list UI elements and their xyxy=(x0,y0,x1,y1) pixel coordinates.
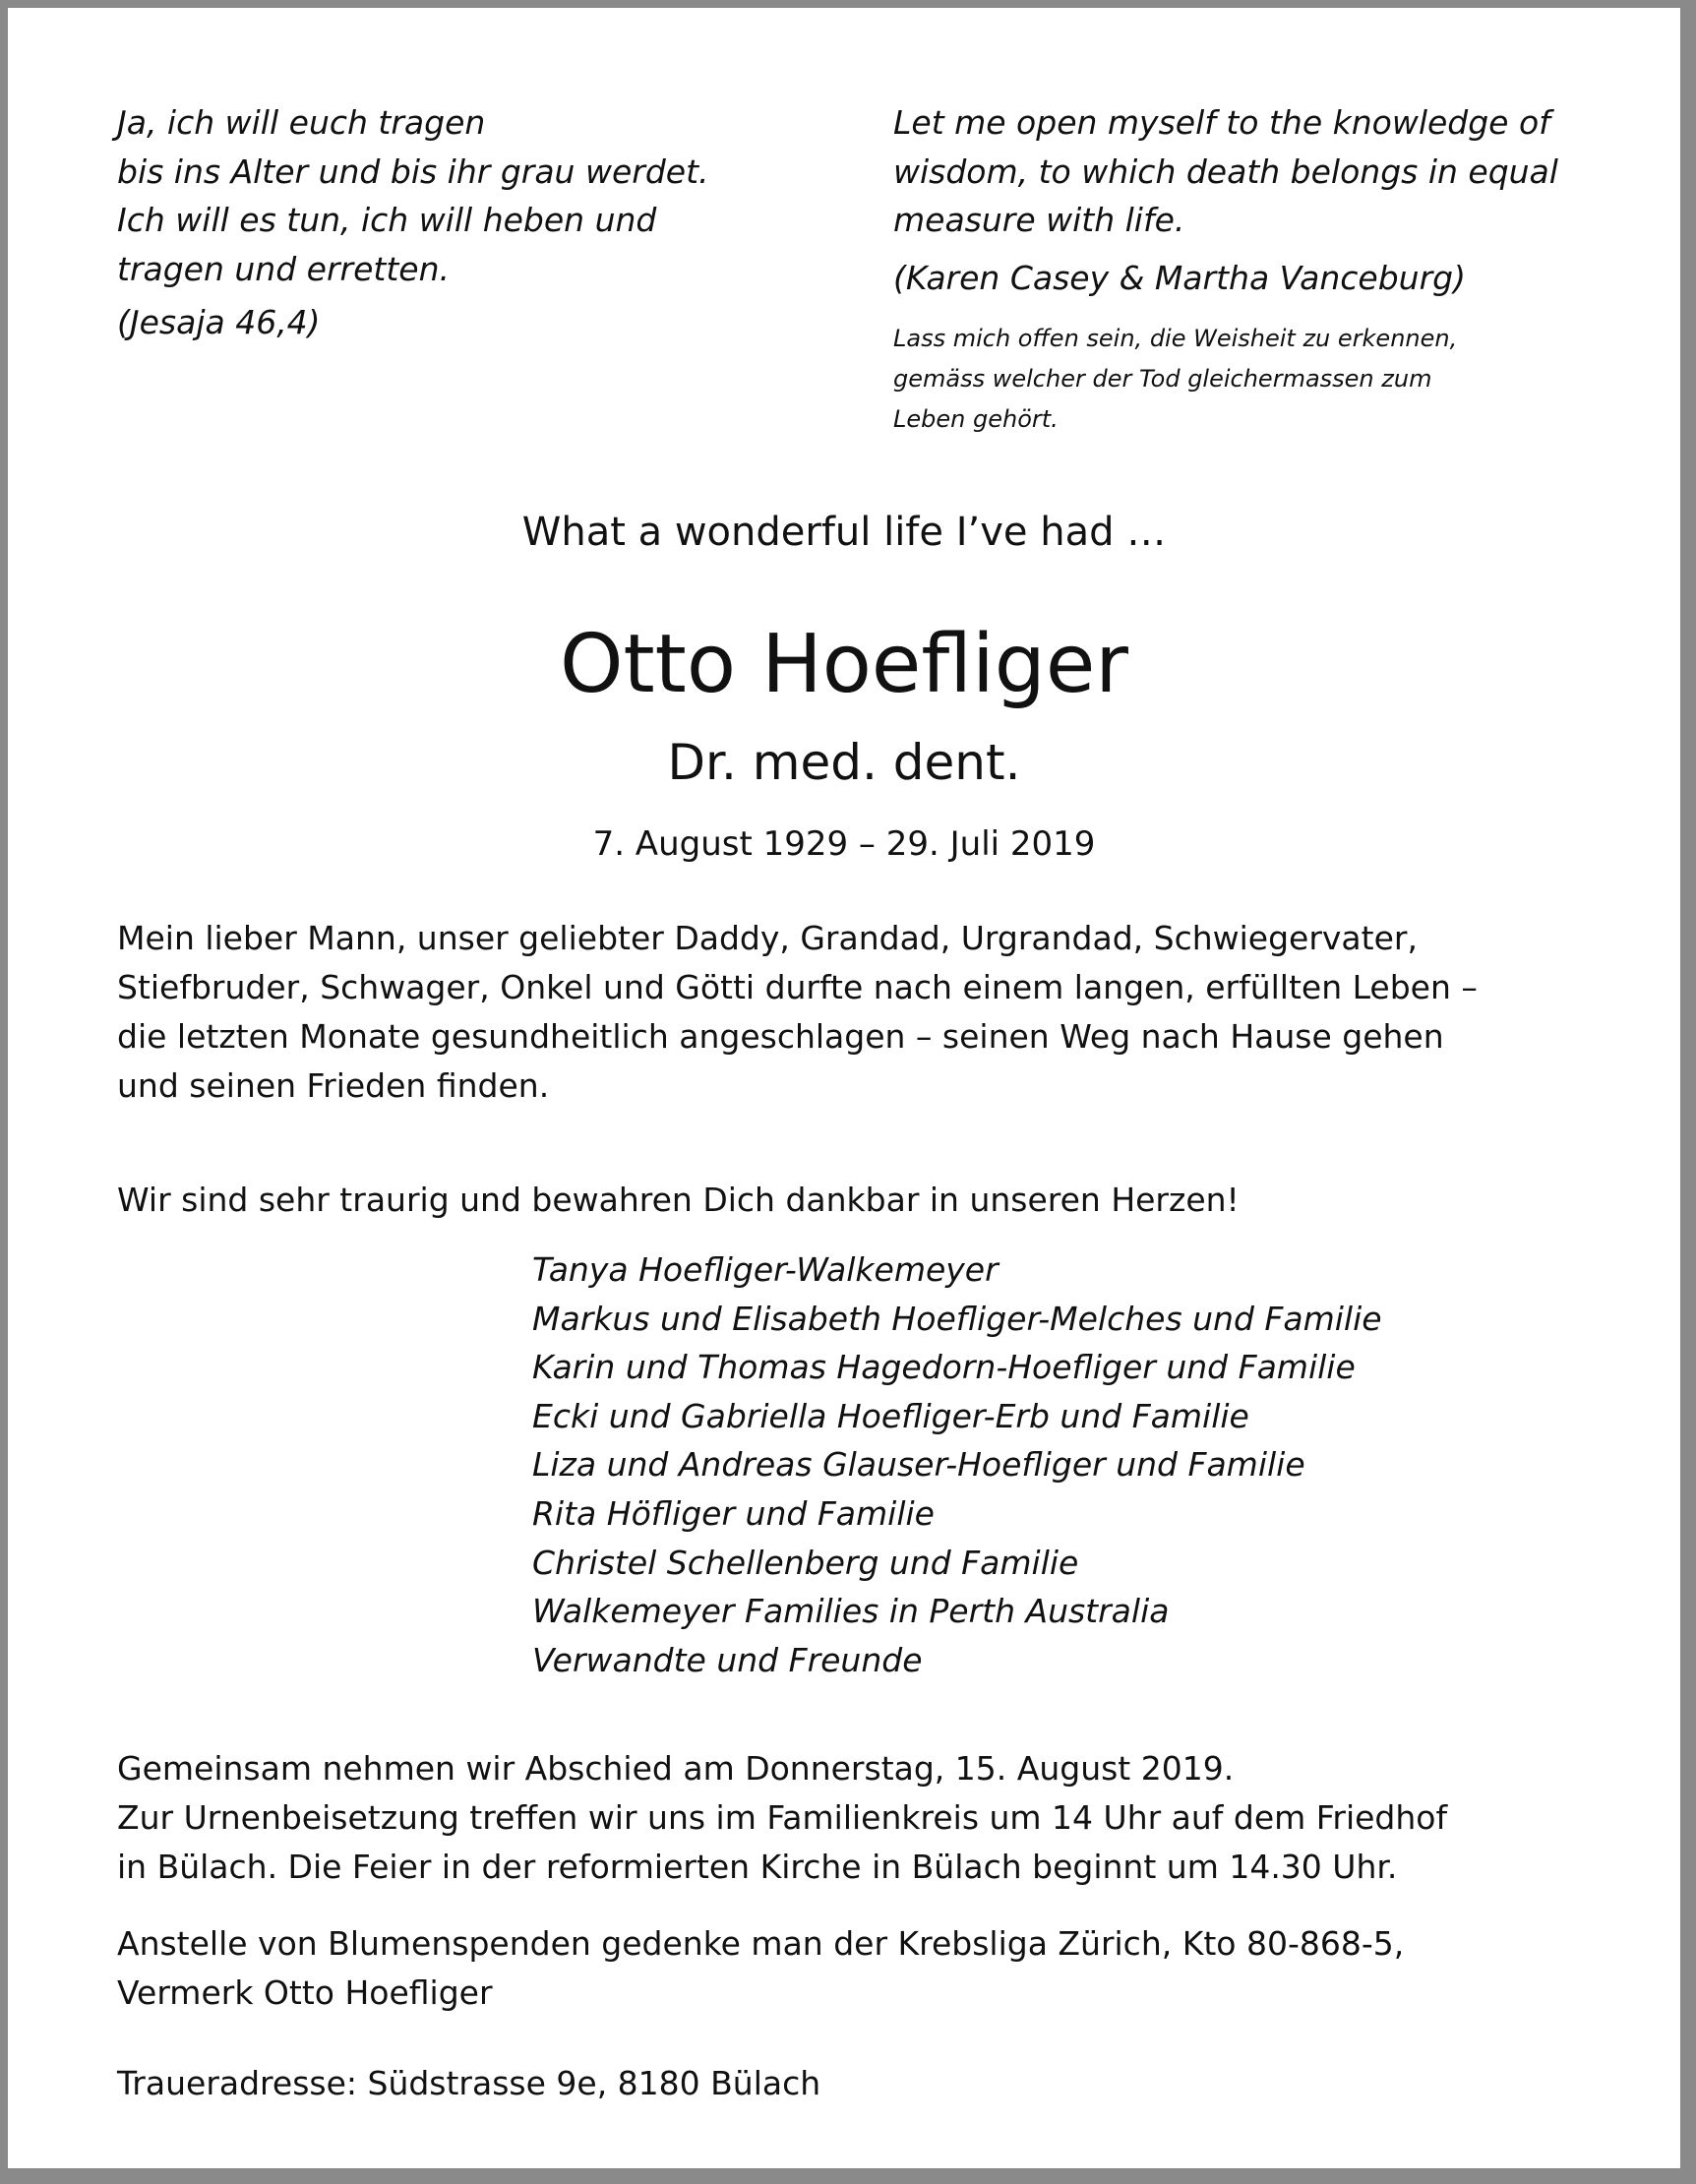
translation-line: gemäss welcher der Tod gleichermassen zum xyxy=(893,365,1432,393)
deceased-name: Otto Hoefliger xyxy=(559,618,1128,711)
tagline: What a wonderful life I’ve had … xyxy=(521,510,1167,555)
mourner-entry: Rita Höfliger und Familie xyxy=(532,1493,935,1533)
verse-reference: (Jesaja 46,4) xyxy=(117,303,321,341)
ceremony-line: Zur Urnenbeisetzung treffen wir uns im Familienkreis um 14 Uhr auf dem Friedhof xyxy=(117,1798,1448,1837)
sorrow-line: Wir sind sehr traurig und bewahren Dich dankbar in unseren Herzen! xyxy=(117,1181,1240,1219)
intro-line: und seinen Frieden finden. xyxy=(117,1066,550,1105)
life-dates: 7. August 1929 – 29. Juli 2019 xyxy=(592,824,1096,864)
mourner-entry: Markus und Elisabeth Hoefliger-Melches und Familie xyxy=(532,1299,1382,1338)
quote-line: Let me open myself to the knowledge of xyxy=(893,103,1550,142)
ceremony-details xyxy=(117,1744,1447,1892)
mourner-entry: Ecki und Gabriella Hoefliger-Erb und Familie xyxy=(532,1396,1249,1435)
mourner-entry: Verwandte und Freunde xyxy=(532,1640,923,1679)
intro-line: Mein lieber Mann, unser geliebter Daddy, Grandad, Urgrandad, Schwiegervater, xyxy=(117,919,1418,957)
intro-line: Stiefbruder, Schwager, Onkel und Götti durfte nach einem langen, erfüllten Leben – xyxy=(117,968,1478,1006)
mourner-entry: Liza und Andreas Glauser-Hoefliger und Familie xyxy=(532,1445,1305,1485)
address-line: Traueradresse: Südstrasse 9e, 8180 Bülach xyxy=(117,2064,821,2102)
mourner-entry: Christel Schellenberg und Familie xyxy=(532,1543,1079,1582)
quote-line: measure with life. xyxy=(893,201,1185,239)
intro-line: die letzten Monate gesundheitlich angeschlagen – seinen Weg nach Hause gehen xyxy=(117,1017,1444,1056)
quote-line: wisdom, to which death belongs in equal xyxy=(893,152,1558,191)
donation-line: Anstelle von Blumenspenden gedenke man der Krebsliga Zürich, Kto 80-868-5, xyxy=(117,1924,1405,1963)
sorrow-statement xyxy=(117,1176,1240,1225)
quote-block xyxy=(893,98,1558,440)
translation-line: Leben gehört. xyxy=(893,405,1059,433)
ceremony-line: Gemeinsam nehmen wir Abschied am Donnerstag, 15. August 2019. xyxy=(117,1749,1235,1788)
obituary-page xyxy=(8,8,1680,2168)
mourner-entry: Walkemeyer Families in Perth Australia xyxy=(532,1592,1170,1631)
ceremony-line: in Bülach. Die Feier in der reformierten Kirche in Bülach beginnt um 14.30 Uhr. xyxy=(117,1848,1398,1886)
quote-translation xyxy=(893,319,1558,440)
verse-line: Ich will es tun, ich will heben und xyxy=(117,201,657,239)
translation-line: Lass mich offen sein, die Weisheit zu erkennen, xyxy=(893,325,1458,352)
verse-line: Ja, ich will euch tragen xyxy=(117,103,486,142)
verse-line: tragen und erretten. xyxy=(117,249,450,288)
academic-title: Dr. med. dent. xyxy=(667,734,1021,791)
mourners-list xyxy=(532,1245,1382,1684)
quote-reference: (Karen Casey & Martha Vanceburg) xyxy=(893,258,1466,297)
donation-line: Vermerk Otto Hoefliger xyxy=(117,1973,493,2012)
donation-note xyxy=(117,1919,1404,2018)
intro-paragraph xyxy=(117,914,1478,1111)
verse-line: bis ins Alter und bis ihr grau werdet. xyxy=(117,152,709,191)
mourning-address xyxy=(117,2059,820,2108)
bible-verse-block xyxy=(117,98,709,347)
mourner-entry: Tanya Hoefliger-Walkemeyer xyxy=(532,1250,999,1289)
mourner-entry: Karin und Thomas Hagedorn-Hoefliger und Familie xyxy=(532,1348,1356,1387)
